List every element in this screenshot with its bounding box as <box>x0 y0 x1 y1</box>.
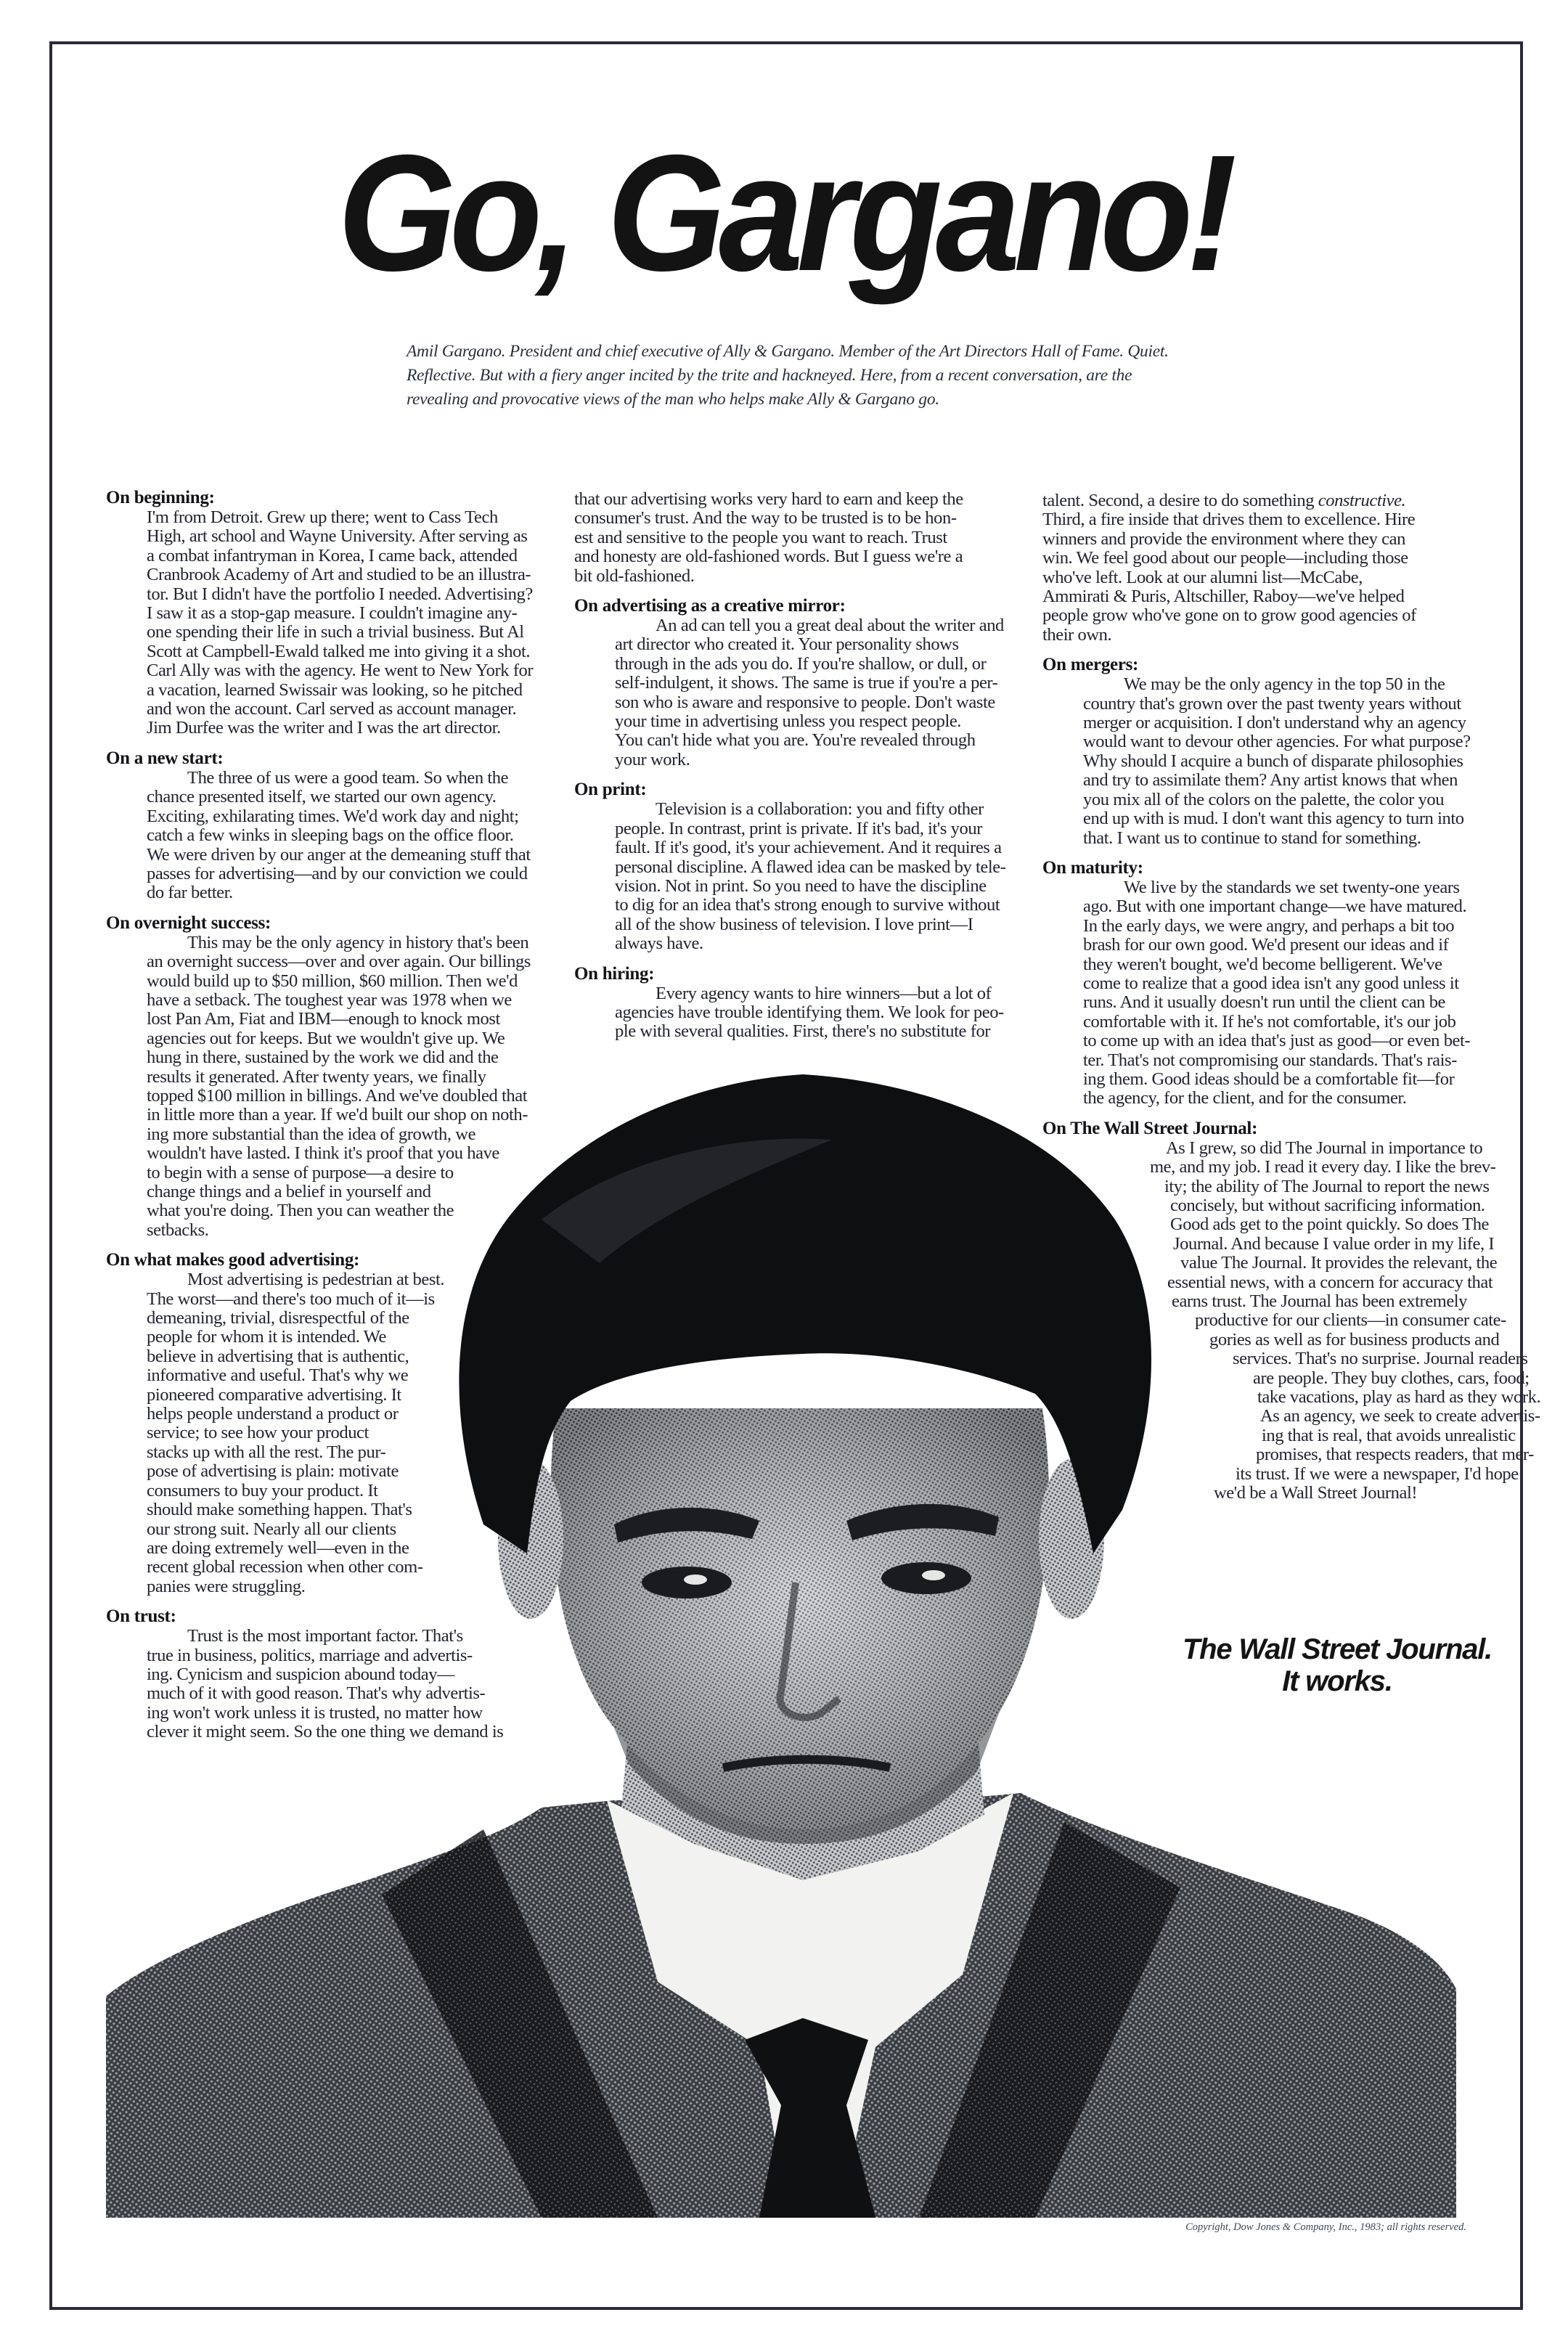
text-line: ity; the ability of The Journal to report the news <box>1164 1176 1490 1196</box>
text-line: ing that is real, that avoids unrealistic <box>1262 1425 1516 1445</box>
section-heading: On beginning: <box>106 488 215 507</box>
text-line: productive for our clients—in consumer cate- <box>1195 1310 1506 1331</box>
section-heading: On The Wall Street Journal: <box>1042 1118 1258 1138</box>
section-body: This may be the only agency in history that's been an overnight success—over and over again. Our billings would build up to $50 million, $60 million. Then we'd have a setback. The toughest year was 1978 when we lost Pan Am, Fiat and IBM—enough to knock most agencies out for keeps. But we wouldn't give up. We hung in there, sustained by the work we did and the results it generated. After twenty years, we finally topped $100 million in billings. And we've doubled that in little more than a year. If we'd built our shop on noth- ing more substantial than the idea of growth, we wouldn't have lasted. I think it's proof that you have to begin with a sense of purpose—a desire to change things and a belief in yourself and what you're doing. Then you can weather the setbacks. <box>147 932 531 1240</box>
text-line: gories as well as for business products and <box>1209 1329 1500 1349</box>
section-body: talent. Second, a desire to do something constructive. Third, a fire inside that drives them to excellence. Hire winners and provide the environment where they can win. We feel good about our people—including those who've left. Look at our alumni list—McCabe, Ammirati & Puris, Altschiller, Raboy—we've helped people grow who've gone on to grow good agencies of their own. <box>1042 491 1416 645</box>
section-body: Every agency wants to hire winners—but a lot of agencies have trouble identifying them. We look for peo- ple with several qualities. First, there's no substitute for <box>615 983 1004 1042</box>
section-heading: On mergers: <box>1042 655 1139 675</box>
text-column-2 <box>574 490 1017 1052</box>
section-on-a-new-start <box>106 748 539 903</box>
text-line: services. That's no surprise. Journal readers <box>1233 1349 1528 1369</box>
intro-deck: Amil Gargano. President and chief executive of Ally & Gargano. Member of the Art Directors Hall of Fame. Quiet. Reflective. But with a fiery anger incited by the trite and hackneyed. Here, from a recent conversation, are the revealing and provocative views of the man who helps make Ally & Gargano go. <box>407 342 1169 409</box>
section-body: Television is a collaboration: you and fifty other people. In contrast, print is private. If it's bad, it's your fault. If it's good, it's your achievement. And it requires a personal discipline. A flawed idea can be masked by tele- vision. Not in print. So you need to have the discipline to dig for an idea that's strong enough to survive without all of the show business of television. I love print—I always have. <box>615 799 1006 954</box>
text-line: As I grew, so did The Journal in importance to <box>1166 1138 1483 1158</box>
section-body: I'm from Detroit. Grew up there; went to Cass Tech High, art school and Wayne University. After serving as a combat infantryman in Korea, I came back, attended Cranbrook Academy of Art and studied to be an illustra- tor. But I didn't have the portfolio I needed. Advertising? I saw it as a stop-gap measure. I couldn't imagine any- one spending their life in such a trivial business. But Al Scott at Campbell-Ewald talked me into giving it a shot. Carl Ally was with the agency. He went to New York for a vacation, learned Swissair was looking, so he pitched and won the account. Carl served as account manager. Jim Durfee was the writer and I was the art director. <box>147 507 534 738</box>
section-heading: On overnight success: <box>106 912 271 933</box>
signoff-line-2: It works. <box>1282 1665 1392 1697</box>
section-heading: On print: <box>574 780 647 800</box>
text-line: we'd be a Wall Street Journal! <box>1214 1483 1418 1503</box>
section-on-hiring <box>574 964 1017 1042</box>
text-line: take vacations, play as hard as they work. <box>1257 1387 1541 1408</box>
section-on-what-makes-good-advertising <box>106 1250 539 1596</box>
section-on-beginning <box>106 488 539 738</box>
section-body: The three of us were a good team. So when the chance presented itself, we started our own agency. Exciting, exhilarating times. We'd work day and night; catch a few winks in sleeping bags on the office floor. We were driven by our anger at the demeaning stuff that passes for advertising—and by our conviction we could do far better. <box>147 767 531 903</box>
section-on-hiring-continued <box>1042 491 1478 645</box>
section-on-print <box>574 780 1017 953</box>
section-body: We may be the only agency in the top 50 in the country that's grown over the past twenty years without merger or acquisition. I don't understand why an agency would want to devour other agencies. For what purpose? Why should I acquire a bunch of disparate philosophies and try to assimilate them? Any artist knows that when you mix all of the colors on the palette, the color you end up with is mud. I don't want this agency to turn into that. I want us to continue to stand for something. <box>1083 674 1471 848</box>
section-body <box>1042 1138 1541 1503</box>
section-body: An ad can tell you a great deal about the writer and art director who created it. Your personality shows through in the ads you do. If you're shallow, or dull, or self-indulgent, it shows. The same is true if you're a per- son who is aware and responsive to people. Don't waste your time in advertising unless you respect people. You can't hide what you are. You're revealed through your work. <box>615 616 1004 769</box>
section-heading: On maturity: <box>1042 857 1143 878</box>
section-body: Most advertising is pedestrian at best. The worst—and there's too much of it—is demeaning, trivial, disrespectful of the people for whom it is intended. We believe in advertising that is authentic, informative and useful. That's why we pioneered comparative advertising. It helps people understand a product or service; to see how your product stacks up with all the rest. The pur- pose of advertising is plain: motivate consumers to buy your product. It should make something happen. That's our strong suit. Nearly all our clients are doing extremely well—even in the recent global recession when other com- panies were struggling. <box>147 1270 445 1596</box>
section-heading: On advertising as a creative mirror: <box>574 596 846 616</box>
text-column-1 <box>106 488 539 1752</box>
section-body: Trust is the most important factor. That's true in business, politics, marriage and advertis- ing. Cynicism and suspicion abound today— much of it with good reason. That's why advertis- ing won't work unless it is trusted, no matter how clever it might seem. So the one thing we demand is <box>147 1626 504 1742</box>
signoff-line-1: The Wall Street Journal. <box>1182 1633 1493 1665</box>
text-line: value The Journal. It provides the relevant, the <box>1180 1253 1498 1273</box>
text-line: concisely, but without sacrificing information. <box>1170 1196 1485 1215</box>
text-line: Good ads get to the point quickly. So does The <box>1170 1214 1490 1235</box>
copyright-notice: Copyright, Dow Jones & Company, Inc., 1983; all rights reserved. <box>1185 2221 1466 2233</box>
text-line: promises, that respects readers, that mer- <box>1256 1445 1534 1465</box>
section-heading: On a new start: <box>106 748 224 768</box>
section-on-maturity <box>1042 858 1478 1108</box>
section-heading: On hiring: <box>574 963 655 984</box>
text-line: Journal. And because I value order in my life, I <box>1173 1233 1495 1254</box>
section-on-trust-continued <box>574 490 1017 586</box>
section-heading: On what makes good advertising: <box>106 1250 360 1270</box>
headline: Go, Gargano! <box>338 121 1230 306</box>
section-on-mergers <box>1042 655 1478 848</box>
wsj-signoff <box>1177 1633 1497 1697</box>
text-column-3 <box>1042 491 1541 1514</box>
section-heading: On trust: <box>106 1606 176 1627</box>
text-line: earns trust. The Journal has been extremely <box>1172 1291 1468 1312</box>
text-line: essential news, with a concern for accuracy that <box>1167 1272 1493 1292</box>
section-body: We live by the standards we set twenty-one years ago. But with one important change—we have matured. In the early days, we were angry, and perhaps a bit too brash for our own good. We'd present our ideas and if they weren't bought, we'd become belligerent. We've come to realize that a good idea isn't any good unless it runs. And it usually doesn't run until the client can be comfortable with it. If he's not comfortable, it's our job to come up with an idea that's just as good—or even bet- ter. That's not compromising our standards. That's rais- ing them. Good ideas should be a comfortable fit—for the agency, for the client, and for the consumer. <box>1083 877 1471 1108</box>
text-line: are people. They buy clothes, cars, food; <box>1253 1368 1530 1388</box>
section-on-trust <box>106 1606 539 1741</box>
text-line: me, and my job. I read it every day. I like the brev- <box>1150 1157 1496 1177</box>
text-line: As an agency, we seek to create advertis- <box>1260 1406 1540 1426</box>
text-line: its trust. If we were a newspaper, I'd hope <box>1236 1463 1519 1484</box>
section-on-advertising-as-a-creative-mirror <box>574 596 1017 769</box>
section-on-overnight-success <box>106 913 539 1241</box>
section-body: that our advertising works very hard to earn and keep the consumer's trust. And the way to be trusted is to be hon- est and sensitive to the people you want to reach. Trust and honesty are old-fashioned words. But I guess we're a bit old-fashioned. <box>574 489 963 586</box>
section-on-the-wall-street-journal <box>1042 1118 1541 1503</box>
